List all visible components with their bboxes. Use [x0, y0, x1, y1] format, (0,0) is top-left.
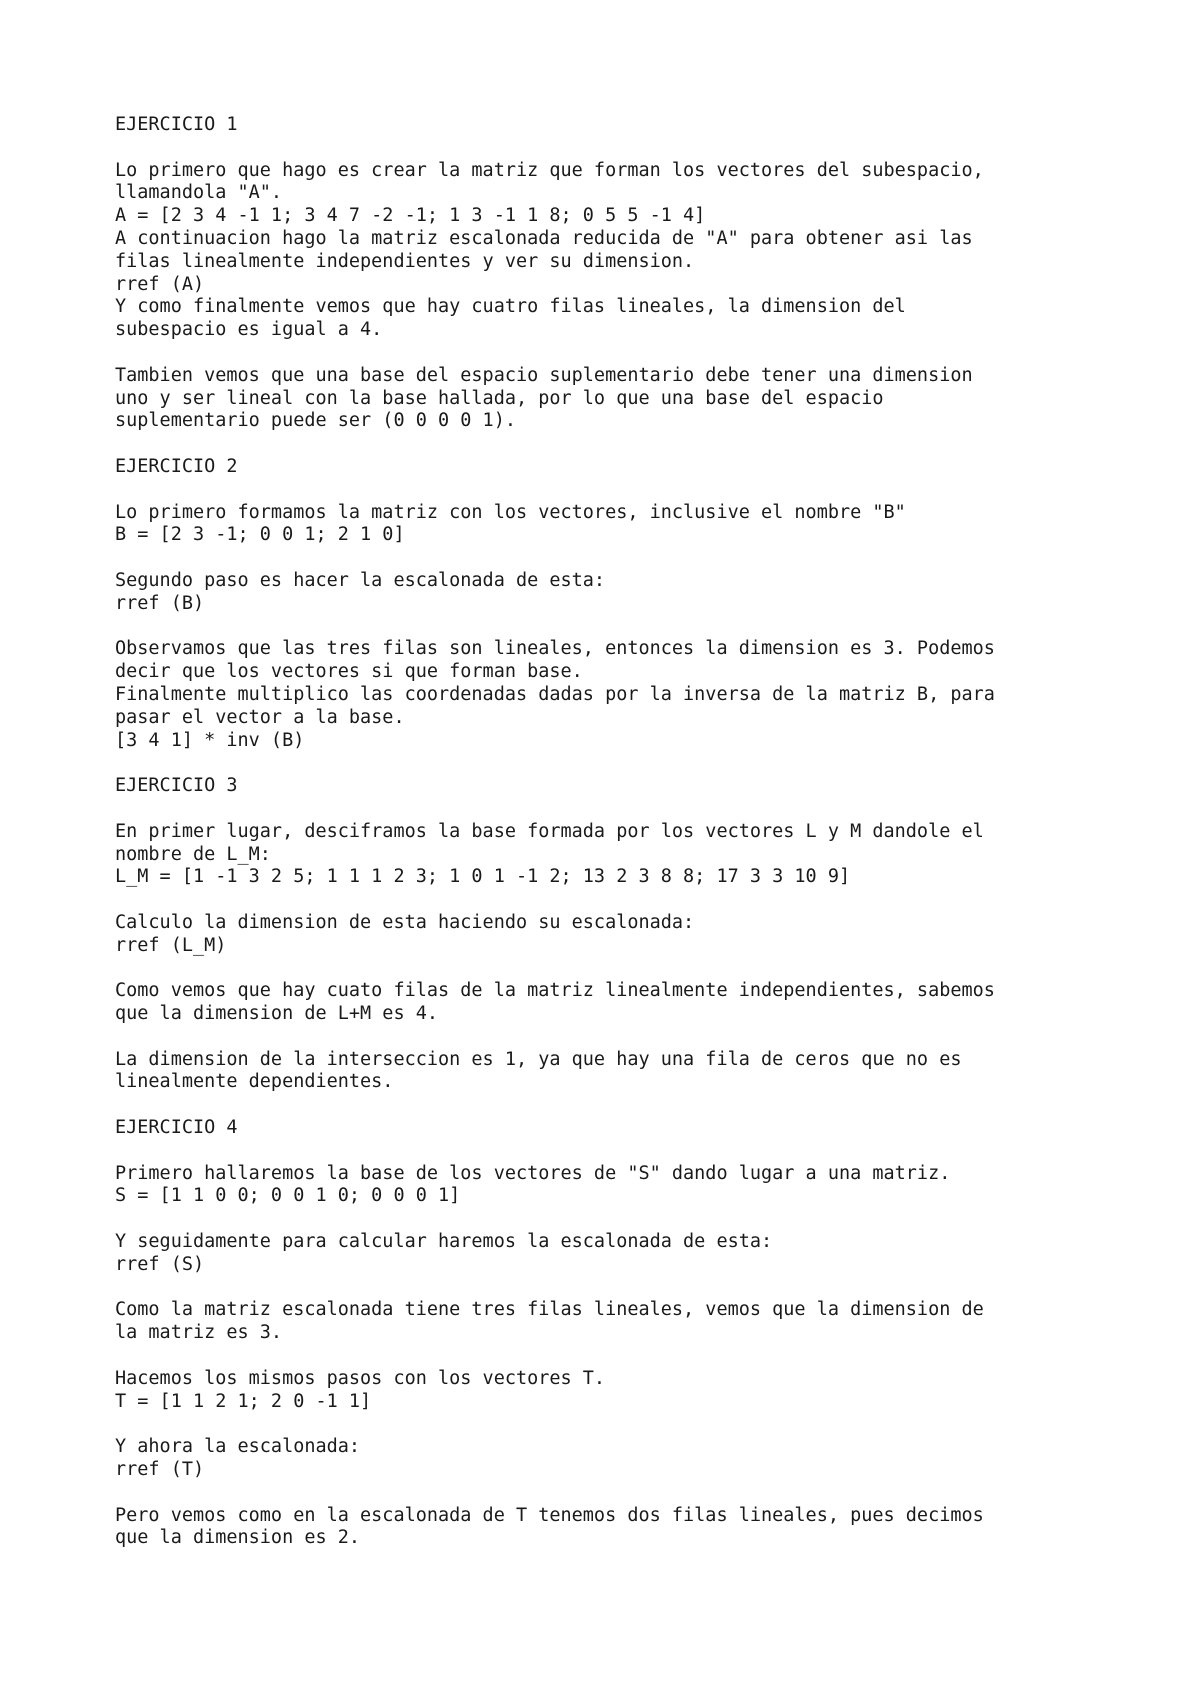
text-line: uno y ser lineal con la base hallada, por lo que una base del espacio	[115, 387, 884, 409]
blank-line	[115, 1026, 1155, 1049]
text-line: En primer lugar, desciframos la base formada por los vectores L y M dandole el	[115, 820, 984, 842]
text-line: Segundo paso es hacer la escalonada de esta:	[115, 569, 606, 591]
blank-line	[115, 1482, 1155, 1505]
text-line: Como vemos que hay cuato filas de la matriz linealmente independientes, sabemos	[115, 980, 995, 1002]
text-line: Calculo la dimension de esta haciendo su escalonada:	[115, 911, 695, 933]
text-line: Tambien vemos que una base del espacio suplementario debe tener una dimension	[115, 364, 973, 386]
text-line: rref (L_M)	[115, 934, 227, 956]
text-line: llamandola "A".	[115, 182, 283, 204]
document-page	[115, 114, 1155, 1550]
text-line: filas linealmente independientes y ver su dimension.	[115, 250, 695, 272]
text-line: Primero hallaremos la base de los vectores de "S" dando lugar a una matriz.	[115, 1162, 951, 1184]
text-line: subespacio es igual a 4.	[115, 319, 383, 341]
text-line: Lo primero que hago es crear la matriz que forman los vectores del subespacio,	[115, 159, 984, 181]
blank-line	[115, 616, 1155, 639]
blank-line	[115, 342, 1155, 365]
text-line: que la dimension de L+M es 4.	[115, 1003, 439, 1025]
blank-line	[115, 752, 1155, 775]
blank-line	[115, 889, 1155, 912]
text-line: rref (S)	[115, 1253, 205, 1275]
text-line: Finalmente multiplico las coordenadas dadas por la inversa de la matriz B, para	[115, 683, 995, 705]
text-line: La dimension de la interseccion es 1, ya que hay una fila de ceros que no es	[115, 1048, 962, 1070]
blank-line	[115, 1140, 1155, 1163]
text-line: nombre de L_M:	[115, 843, 271, 865]
text-line: rref (A)	[115, 273, 205, 295]
section-heading: EJERCICIO 3	[115, 775, 238, 797]
blank-line	[115, 957, 1155, 980]
text-line: [3 4 1] * inv (B)	[115, 729, 305, 751]
text-line: B = [2 3 -1; 0 0 1; 2 1 0]	[115, 524, 405, 546]
text-line: que la dimension es 2.	[115, 1527, 361, 1549]
text-line: Como la matriz escalonada tiene tres filas lineales, vemos que la dimension de	[115, 1299, 984, 1321]
section-heading: EJERCICIO 1	[115, 114, 238, 135]
text-line: decir que los vectores si que forman base.	[115, 661, 583, 683]
blank-line	[115, 479, 1155, 502]
section-heading: EJERCICIO 2	[115, 455, 238, 477]
blank-line	[115, 1094, 1155, 1117]
blank-line	[115, 1345, 1155, 1368]
text-line: Y seguidamente para calcular haremos la escalonada de esta:	[115, 1231, 773, 1253]
text-line: rref (B)	[115, 592, 205, 614]
blank-line	[115, 798, 1155, 821]
text-line: A continuacion hago la matriz escalonada reducida de "A" para obtener asi las	[115, 227, 973, 249]
text-line: Hacemos los mismos pasos con los vectores T.	[115, 1367, 606, 1389]
text-line: la matriz es 3.	[115, 1322, 283, 1344]
blank-line	[115, 137, 1155, 160]
text-line: A = [2 3 4 -1 1; 3 4 7 -2 -1; 1 3 -1 1 8; 0 5 5 -1 4]	[115, 205, 706, 227]
text-line: Y ahora la escalonada:	[115, 1436, 361, 1458]
text-line: Observamos que las tres filas son lineales, entonces la dimension es 3. Podemos	[115, 638, 995, 660]
text-line: rref (T)	[115, 1459, 205, 1481]
text-line: pasar el vector a la base.	[115, 706, 405, 728]
blank-line	[115, 1208, 1155, 1231]
blank-line	[115, 1277, 1155, 1300]
text-line: linealmente dependientes.	[115, 1071, 394, 1093]
blank-line	[115, 1413, 1155, 1436]
text-line: Y como finalmente vemos que hay cuatro filas lineales, la dimension del	[115, 296, 906, 318]
text-line: suplementario puede ser (0 0 0 0 1).	[115, 410, 516, 432]
section-heading: EJERCICIO 4	[115, 1117, 238, 1139]
text-line: T = [1 1 2 1; 2 0 -1 1]	[115, 1390, 372, 1412]
blank-line	[115, 433, 1155, 456]
text-line: Pero vemos como en la escalonada de T tenemos dos filas lineales, pues decimos	[115, 1504, 984, 1526]
text-line: Lo primero formamos la matriz con los vectores, inclusive el nombre "B"	[115, 501, 906, 523]
text-line: S = [1 1 0 0; 0 0 1 0; 0 0 0 1]	[115, 1185, 461, 1207]
blank-line	[115, 547, 1155, 570]
text-line: L_M = [1 -1 3 2 5; 1 1 1 2 3; 1 0 1 -1 2; 13 2 3 8 8; 17 3 3 10 9]	[115, 866, 851, 888]
